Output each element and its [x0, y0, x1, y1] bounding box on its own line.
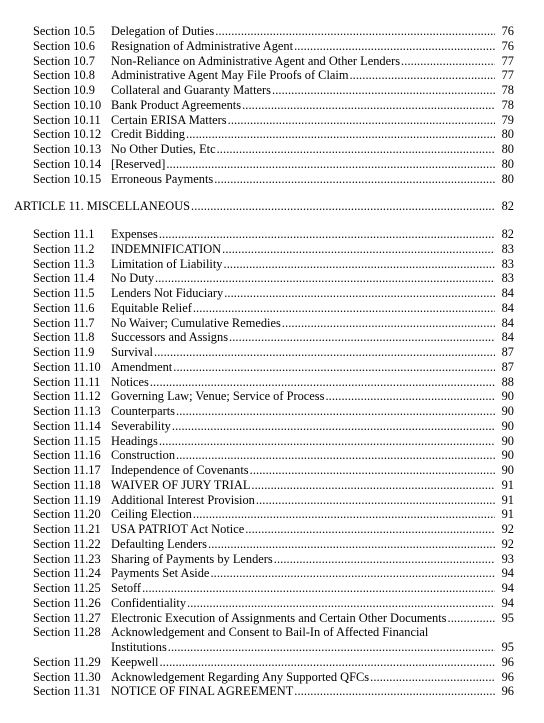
toc-leader-line: [111, 54, 514, 69]
toc-entry-title: Electronic Execution of Assignments and Certain Other Documents: [111, 610, 447, 625]
toc-entry-title: No Duty: [111, 271, 155, 286]
toc-entry[interactable]: [0, 522, 544, 537]
toc-entry[interactable]: [0, 448, 544, 463]
toc-page-number: 77: [495, 68, 514, 83]
toc-entry-title: Institutions: [111, 640, 167, 654]
toc-entry-title: Independence of Covenants: [111, 463, 249, 477]
toc-entry-title: Survival: [111, 345, 153, 359]
toc-page-number: 82: [495, 227, 514, 242]
toc-entry[interactable]: [0, 581, 544, 596]
toc-entry[interactable]: [0, 54, 544, 69]
toc-entry-title: Expenses: [111, 227, 158, 241]
toc-entry-title: Defaulting Lenders: [111, 536, 207, 551]
toc-section-number: Section 11.18: [33, 477, 101, 492]
toc-section-number: Section 10.6: [33, 38, 95, 53]
toc-section-number: Section 11.3: [33, 256, 95, 271]
toc-section-number: Section 10.13: [33, 142, 102, 156]
toc-dot-leader: [222, 242, 513, 257]
toc-leader-line: [111, 670, 514, 685]
toc-leader-line: [111, 375, 514, 390]
toc-dot-leader: [242, 98, 513, 113]
toc-entry[interactable]: [0, 39, 544, 54]
toc-entry-wrapped-line1[interactable]: [0, 625, 544, 640]
toc-leader-line: [111, 316, 514, 331]
toc-leader-line: [111, 286, 514, 301]
toc-entry[interactable]: [0, 478, 544, 493]
toc-section-number: Section 11.31: [33, 684, 101, 699]
toc-section-number: Section 11.24: [33, 566, 101, 581]
toc-entry[interactable]: [0, 242, 544, 257]
toc-entry[interactable]: [0, 360, 544, 375]
toc-entry-title: Collateral and Guaranty Matters: [111, 83, 271, 97]
toc-entry-title: Governing Law; Venue; Service of Process: [111, 389, 325, 404]
toc-entry[interactable]: [0, 463, 544, 478]
toc-section-number: Section 11.20: [33, 507, 101, 522]
toc-entry[interactable]: [0, 419, 544, 434]
toc-page-number: 90: [495, 404, 514, 419]
toc-leader-line: [111, 389, 514, 404]
toc-entry-title: Delegation of Duties: [111, 24, 215, 38]
toc-leader-line: [111, 684, 514, 699]
toc-leader-line: [111, 301, 514, 316]
toc-entry[interactable]: [0, 596, 544, 611]
toc-section-number: Section 11.12: [33, 389, 101, 404]
toc-entry-title: Bank Product Agreements: [111, 97, 242, 112]
toc-entry-title: Headings: [111, 433, 158, 448]
toc-dot-leader: [154, 345, 513, 360]
toc-dot-leader: [228, 113, 513, 128]
toc-page-number: 80: [495, 142, 514, 157]
toc-entry[interactable]: [0, 142, 544, 157]
toc-dot-leader: [193, 507, 513, 522]
toc-dot-leader: [294, 39, 513, 54]
toc-page-number: 82: [495, 199, 514, 214]
toc-entry-title: Acknowledgement Regarding Any Supported QFCs: [111, 669, 370, 684]
toc-leader-line: [111, 127, 514, 142]
toc-section-number: Section 11.7: [33, 315, 95, 330]
toc-leader-line: [111, 330, 514, 345]
toc-page-number: 95: [495, 640, 514, 655]
toc-entry[interactable]: [0, 507, 544, 522]
toc-entry[interactable]: [0, 271, 544, 286]
toc-entry[interactable]: [0, 24, 544, 39]
toc-entry-title: Equitable Relief: [111, 300, 192, 315]
toc-page-number: 96: [495, 655, 514, 670]
toc-entry[interactable]: [0, 684, 544, 699]
toc-section-number: Section 10.8: [33, 68, 95, 83]
toc-leader-line: [111, 611, 514, 626]
toc-leader-line: [111, 98, 514, 113]
toc-leader-line: [111, 345, 514, 360]
toc-page-number: 76: [495, 39, 514, 54]
toc-dot-leader: [191, 199, 513, 214]
toc-entry-title: Additional Interest Provision: [111, 492, 255, 507]
toc-section-number: Section 10.12: [33, 127, 102, 142]
toc-leader-line: [111, 566, 514, 581]
toc-dot-leader: [215, 24, 513, 39]
toc-entry[interactable]: [0, 330, 544, 345]
toc-dot-leader: [349, 68, 513, 83]
toc-dot-leader: [217, 142, 513, 157]
toc-entry-title: Certain ERISA Matters: [111, 112, 227, 127]
toc-section-number: Section 11.17: [33, 463, 101, 477]
toc-entry-title: Successors and Assigns: [111, 330, 229, 345]
toc-leader-line: [111, 271, 514, 286]
toc-entry-title: Administrative Agent May File Proofs of Claim: [111, 68, 349, 83]
toc-section-number: Section 11.14: [33, 418, 101, 433]
toc-entry[interactable]: [0, 493, 544, 508]
toc-entry[interactable]: [0, 113, 544, 128]
toc-entry[interactable]: [0, 227, 544, 242]
toc-entry-title: NOTICE OF FINAL AGREEMENT: [111, 684, 294, 699]
toc-entry[interactable]: [0, 670, 544, 685]
toc-leader-line: [111, 448, 514, 463]
toc-page-number: 96: [495, 684, 514, 699]
toc-entry[interactable]: [0, 127, 544, 142]
toc-dot-leader: [187, 596, 513, 611]
toc-dot-leader: [176, 404, 513, 419]
toc-section-number: Section 10.5: [33, 24, 95, 38]
toc-page-number: 94: [495, 581, 514, 596]
toc-leader-line: [111, 537, 514, 552]
toc-page-number: 87: [495, 345, 514, 360]
toc-section-number: Section 11.15: [33, 433, 101, 448]
toc-entry-title: Keepwell: [111, 654, 159, 669]
toc-leader-line: [111, 404, 514, 419]
toc-leader-line: [111, 83, 514, 98]
toc-section-number: Section 11.5: [33, 286, 95, 300]
toc-page-number: 76: [495, 24, 514, 39]
toc-page-number: 80: [495, 172, 514, 187]
toc-leader-line: [111, 113, 514, 128]
toc-entry-title: No Other Duties, Etc: [111, 142, 216, 156]
toc-page-number: 90: [495, 463, 514, 478]
toc-entry[interactable]: [0, 286, 544, 301]
toc-entry[interactable]: [0, 404, 544, 419]
toc-section-number: Section 11.2: [33, 241, 95, 256]
toc-entry-title: Lenders Not Fiduciary: [111, 286, 224, 300]
toc-entry[interactable]: [0, 98, 544, 113]
toc-entry-title: Construction: [111, 448, 176, 463]
toc-section-number: Section 11.6: [33, 300, 95, 315]
toc-leader-line: [111, 478, 514, 493]
toc-dot-leader: [155, 271, 513, 286]
toc-entry[interactable]: [0, 389, 544, 404]
toc-section-number: Section 11.23: [33, 551, 101, 566]
toc-dot-leader: [250, 463, 513, 478]
toc-section-number: Section 11.19: [33, 492, 101, 507]
toc-dot-leader: [224, 286, 513, 301]
toc-leader-line: [111, 172, 514, 187]
toc-page-number: 84: [495, 316, 514, 331]
toc-leader-line: [14, 199, 514, 214]
toc-page-number: 83: [495, 242, 514, 257]
toc-leader-line: [111, 360, 514, 375]
toc-entry-title: Limitation of Liability: [111, 256, 223, 271]
toc-page-number: 84: [495, 301, 514, 316]
toc-section-number: Section 11.21: [33, 522, 101, 536]
toc-entry[interactable]: [0, 316, 544, 331]
toc-section-number: Section 11.26: [33, 595, 101, 610]
toc-entry-title: Severability: [111, 418, 171, 433]
toc-entry[interactable]: [0, 301, 544, 316]
toc-page-number: 79: [495, 113, 514, 128]
toc-page-number: 91: [495, 478, 514, 493]
toc-entry-title: Sharing of Payments by Lenders: [111, 551, 273, 566]
toc-entry[interactable]: [0, 157, 544, 172]
toc-article-heading[interactable]: [0, 199, 544, 214]
toc-section-number: Section 10.10: [33, 97, 102, 112]
toc-entry-title: Acknowledgement and Consent to Bail-In of Affected Financial: [111, 625, 429, 640]
toc-section-number: Section 11.9: [33, 345, 95, 359]
toc-section-number: Section 11.4: [33, 271, 95, 286]
toc-dot-leader: [142, 581, 513, 596]
toc-dot-leader: [251, 478, 513, 493]
toc-entry-title: Erroneous Payments: [111, 171, 214, 186]
toc-page-number: 78: [495, 83, 514, 98]
toc-leader-line: [111, 419, 514, 434]
toc-page-number: 83: [495, 257, 514, 272]
toc-leader-line: [111, 68, 514, 83]
toc-entry-title: Notices: [111, 374, 149, 389]
toc-leader-line: [111, 157, 514, 172]
toc-dot-leader: [224, 257, 514, 272]
toc-page-number: 87: [495, 360, 514, 375]
toc-dot-leader: [210, 566, 513, 581]
toc-entry[interactable]: [0, 434, 544, 449]
toc-entry-title: Payments Set Aside: [111, 566, 210, 581]
toc-dot-leader: [272, 83, 513, 98]
toc-entry-title: Setoff: [111, 581, 142, 595]
toc-section-number: Section 11.28: [33, 625, 101, 640]
toc-entry[interactable]: [0, 83, 544, 98]
toc-entry-title: Counterparts: [111, 404, 176, 418]
toc-dot-leader: [256, 493, 513, 508]
toc-leader-line: [111, 493, 514, 508]
toc-entry[interactable]: [0, 257, 544, 272]
toc-section-number: Section 10.7: [33, 53, 95, 68]
toc-leader-line: [111, 552, 514, 567]
toc-entry[interactable]: [0, 345, 544, 360]
toc-page-number: 90: [495, 448, 514, 463]
toc-leader-line: [111, 257, 514, 272]
toc-page-number: 92: [495, 537, 514, 552]
toc-entry-title: Amendment: [111, 359, 173, 374]
toc-leader-line: [111, 640, 514, 655]
toc-dot-leader: [370, 670, 513, 685]
toc-entry-title: USA PATRIOT Act Notice: [111, 522, 245, 536]
toc-section-number: Section 11.27: [33, 610, 101, 625]
toc-page-number: 91: [495, 493, 514, 508]
toc-section-number: Section 11.11: [33, 374, 101, 389]
toc-leader-line: [111, 463, 514, 478]
toc-dot-leader: [229, 330, 513, 345]
toc-entry-title: No Waiver; Cumulative Remedies: [111, 315, 281, 330]
toc-page-number: 80: [495, 157, 514, 172]
toc-section-number: Section 11.30: [33, 669, 101, 684]
toc-entry-title: [Reserved]: [111, 156, 166, 171]
toc-section-number: Section 11.25: [33, 581, 101, 595]
toc-section-number: Section 10.14: [33, 156, 102, 171]
toc-dot-leader: [159, 655, 513, 670]
toc-entry-title: WAIVER OF JURY TRIAL: [111, 477, 251, 492]
toc-section-number: Section 11.10: [33, 359, 101, 374]
toc-dot-leader: [274, 552, 513, 567]
toc-section-number: Section 11.22: [33, 536, 101, 551]
toc-entry-title: Non-Reliance on Administrative Agent and Other Lenders: [111, 53, 401, 68]
toc-entry-title: Confidentiality: [111, 595, 187, 610]
toc-dot-leader: [282, 316, 513, 331]
toc-page-number: 90: [495, 389, 514, 404]
toc-entry[interactable]: [0, 655, 544, 670]
toc-entry[interactable]: [0, 537, 544, 552]
toc-section-number: Section 11.29: [33, 654, 101, 669]
toc-leader-line: [111, 596, 514, 611]
toc-entry[interactable]: [0, 640, 544, 655]
toc-dot-leader: [172, 419, 513, 434]
toc-dot-leader: [173, 360, 513, 375]
toc-page-number: 77: [495, 54, 514, 69]
toc-section-number: Section 10.11: [33, 112, 101, 127]
toc-dot-leader: [168, 640, 513, 655]
toc-dot-leader: [150, 375, 513, 390]
toc-section-number: Section 11.13: [33, 404, 101, 418]
toc-page-number: 92: [495, 522, 514, 537]
toc-section-number: Section 11.16: [33, 448, 101, 463]
toc-entry[interactable]: [0, 566, 544, 581]
toc-dot-leader: [208, 537, 513, 552]
toc-leader-line: [111, 434, 514, 449]
toc-page-number: 78: [495, 98, 514, 113]
toc-entry-title: ARTICLE 11. MISCELLANEOUS: [14, 199, 191, 213]
toc-dot-leader: [245, 522, 513, 537]
toc-section-number: Section 11.8: [33, 330, 95, 345]
toc-entry-title: Ceiling Election: [111, 507, 192, 522]
toc-page-number: 84: [495, 330, 514, 345]
toc-page-number: 80: [495, 127, 514, 142]
toc-leader-line: [111, 227, 514, 242]
toc-page-number: 95: [495, 611, 514, 626]
toc-entry-title: Resignation of Administrative Agent: [111, 38, 294, 53]
toc-page-number: 90: [495, 419, 514, 434]
toc-leader-line: [111, 39, 514, 54]
toc-section-number: Section 11.1: [33, 227, 95, 241]
toc-dot-leader: [159, 434, 513, 449]
toc-leader-line: [111, 507, 514, 522]
toc-leader-line: [111, 581, 514, 596]
toc-dot-leader: [186, 127, 513, 142]
toc-dot-leader: [325, 389, 513, 404]
toc-page-number: 90: [495, 434, 514, 449]
toc-leader-line: [111, 655, 514, 670]
toc-dot-leader: [214, 172, 513, 187]
toc-section-number: Section 10.15: [33, 171, 102, 186]
toc-dot-leader: [193, 301, 513, 316]
toc-page-number: 84: [495, 286, 514, 301]
toc-section-number: Section 10.9: [33, 83, 95, 97]
toc-entry[interactable]: [0, 68, 544, 83]
toc-leader-line: [111, 242, 514, 257]
toc-page-number: 94: [495, 596, 514, 611]
toc-entry[interactable]: [0, 611, 544, 626]
toc-page-number: 94: [495, 566, 514, 581]
toc-entry[interactable]: [0, 552, 544, 567]
toc-leader-line: [111, 24, 514, 39]
toc-entry[interactable]: [0, 375, 544, 390]
toc-dot-leader: [159, 227, 513, 242]
toc-entry[interactable]: [0, 172, 544, 187]
toc-page-number: 88: [495, 375, 514, 390]
toc-page-number: 93: [495, 552, 514, 567]
toc-entry-title: INDEMNIFICATION: [111, 241, 222, 256]
toc-page-number: 91: [495, 507, 514, 522]
toc-leader-line: [111, 522, 514, 537]
toc-dot-leader: [294, 684, 513, 699]
toc-dot-leader: [166, 157, 513, 172]
toc-entry-title: Credit Bidding: [111, 127, 185, 142]
toc-page-number: 96: [495, 670, 514, 685]
toc-dot-leader: [176, 448, 513, 463]
toc-leader-line: [111, 142, 514, 157]
toc-page-number: 83: [495, 271, 514, 286]
